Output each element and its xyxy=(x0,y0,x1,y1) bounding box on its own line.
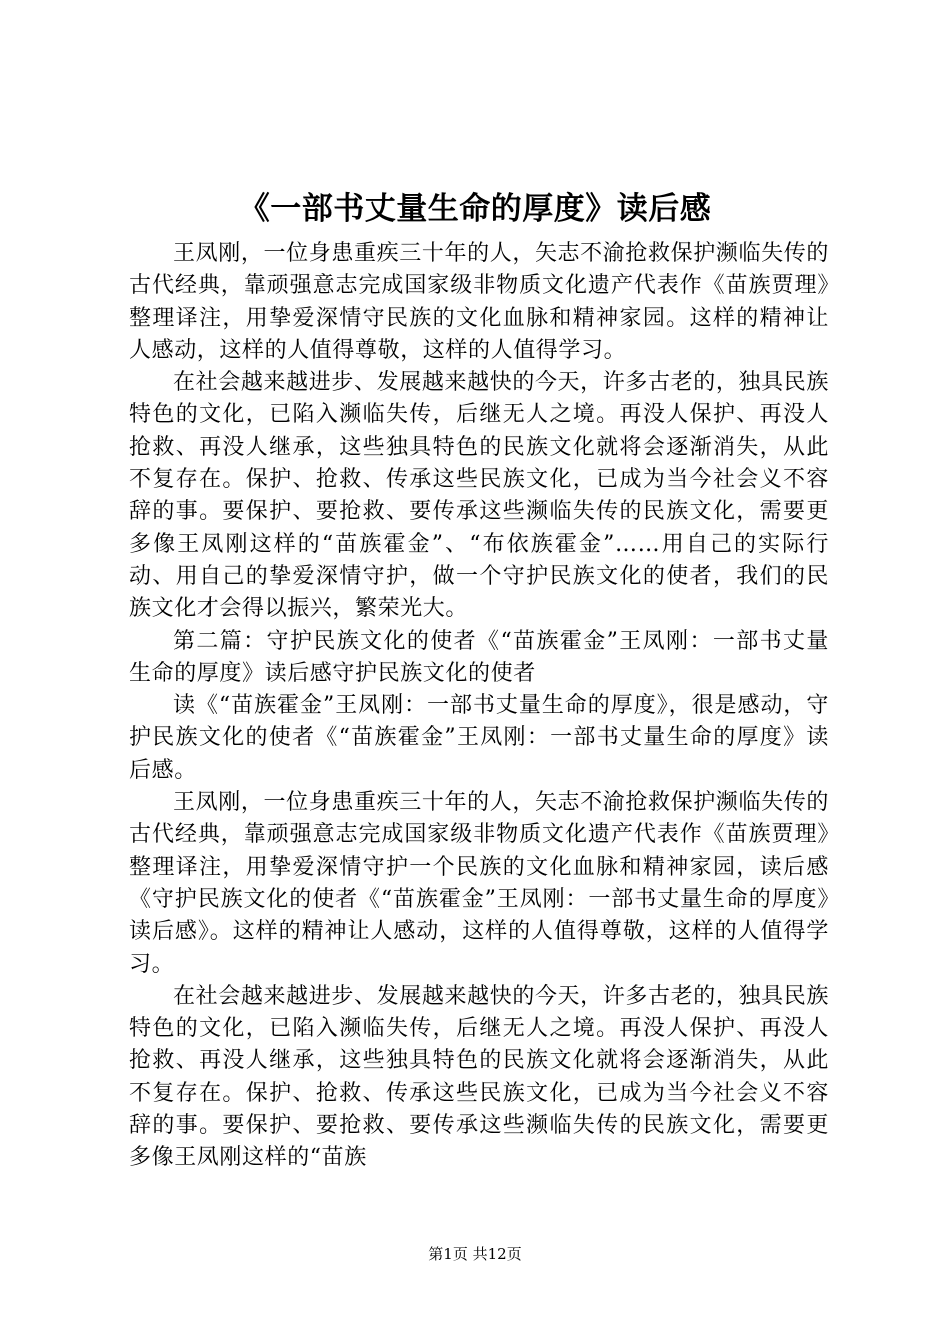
document-title: 《一部书丈量生命的厚度》读后感 xyxy=(238,191,712,227)
paragraph-4: 读《“苗族霍金”王凤刚：一部书丈量生命的厚度》，很是感动，守护民族文化的使者《“苗族霍金”王凤刚：一部书丈量生命的厚度》读后感。 xyxy=(129,693,829,783)
paragraph-6: 在社会越来越进步、发展越来越快的今天，许多古老的，独具民族特色的文化，已陷入濒临失传，后继无人之境。再没人保护、再没人抢救、再没人继承，这些独具特色的民族文化就将会逐渐消失，从此不复存在。保护、抢救、传承这些民族文化，已成为当今社会义不容辞的事。要保护、要抢救、要传承这些濒临失传的民族文化，需要更多像王凤刚这样的“苗族 xyxy=(129,983,829,1171)
page-number-footer: 第1页 共12页 xyxy=(428,1245,522,1263)
paragraph-2: 在社会越来越进步、发展越来越快的今天，许多古老的，独具民族特色的文化，已陷入濒临失传，后继无人之境。再没人保护、再没人抢救、再没人继承，这些独具特色的民族文化就将会逐渐消失，从此不复存在。保护、抢救、传承这些民族文化，已成为当今社会义不容辞的事。要保护、要抢救、要传承这些濒临失传的民族文化，需要更多像王凤刚这样的“苗族霍金”、“布依族霍金”……用自己的实际行动、用自己的挚爱深情守护，做一个守护民族文化的使者，我们的民族文化才会得以振兴，繁荣光大。 xyxy=(129,370,829,622)
paragraph-1: 王凤刚，一位身患重疾三十年的人，矢志不渝抢救保护濒临失传的古代经典，靠顽强意志完成国家级非物质文化遗产代表作《苗族贾理》整理译注，用挚爱深情守民族的文化血脉和精神家园。这样的精神让人感动，这样的人值得尊敬，这样的人值得学习。 xyxy=(129,241,829,363)
paragraph-3: 第二篇：守护民族文化的使者《“苗族霍金”王凤刚：一部书丈量生命的厚度》读后感守护民族文化的使者 xyxy=(129,628,829,686)
document-body xyxy=(129,238,829,1175)
paragraph-5: 王凤刚，一位身患重疾三十年的人，矢志不渝抢救保护濒临失传的古代经典，靠顽强意志完成国家级非物质文化遗产代表作《苗族贾理》整理译注，用挚爱深情守护一个民族的文化血脉和精神家园，读后感《守护民族文化的使者《“苗族霍金”王凤刚：一部书丈量生命的厚度》读后感》。这样的精神让人感动，这样的人值得尊敬，这样的人值得学习。 xyxy=(129,790,829,977)
